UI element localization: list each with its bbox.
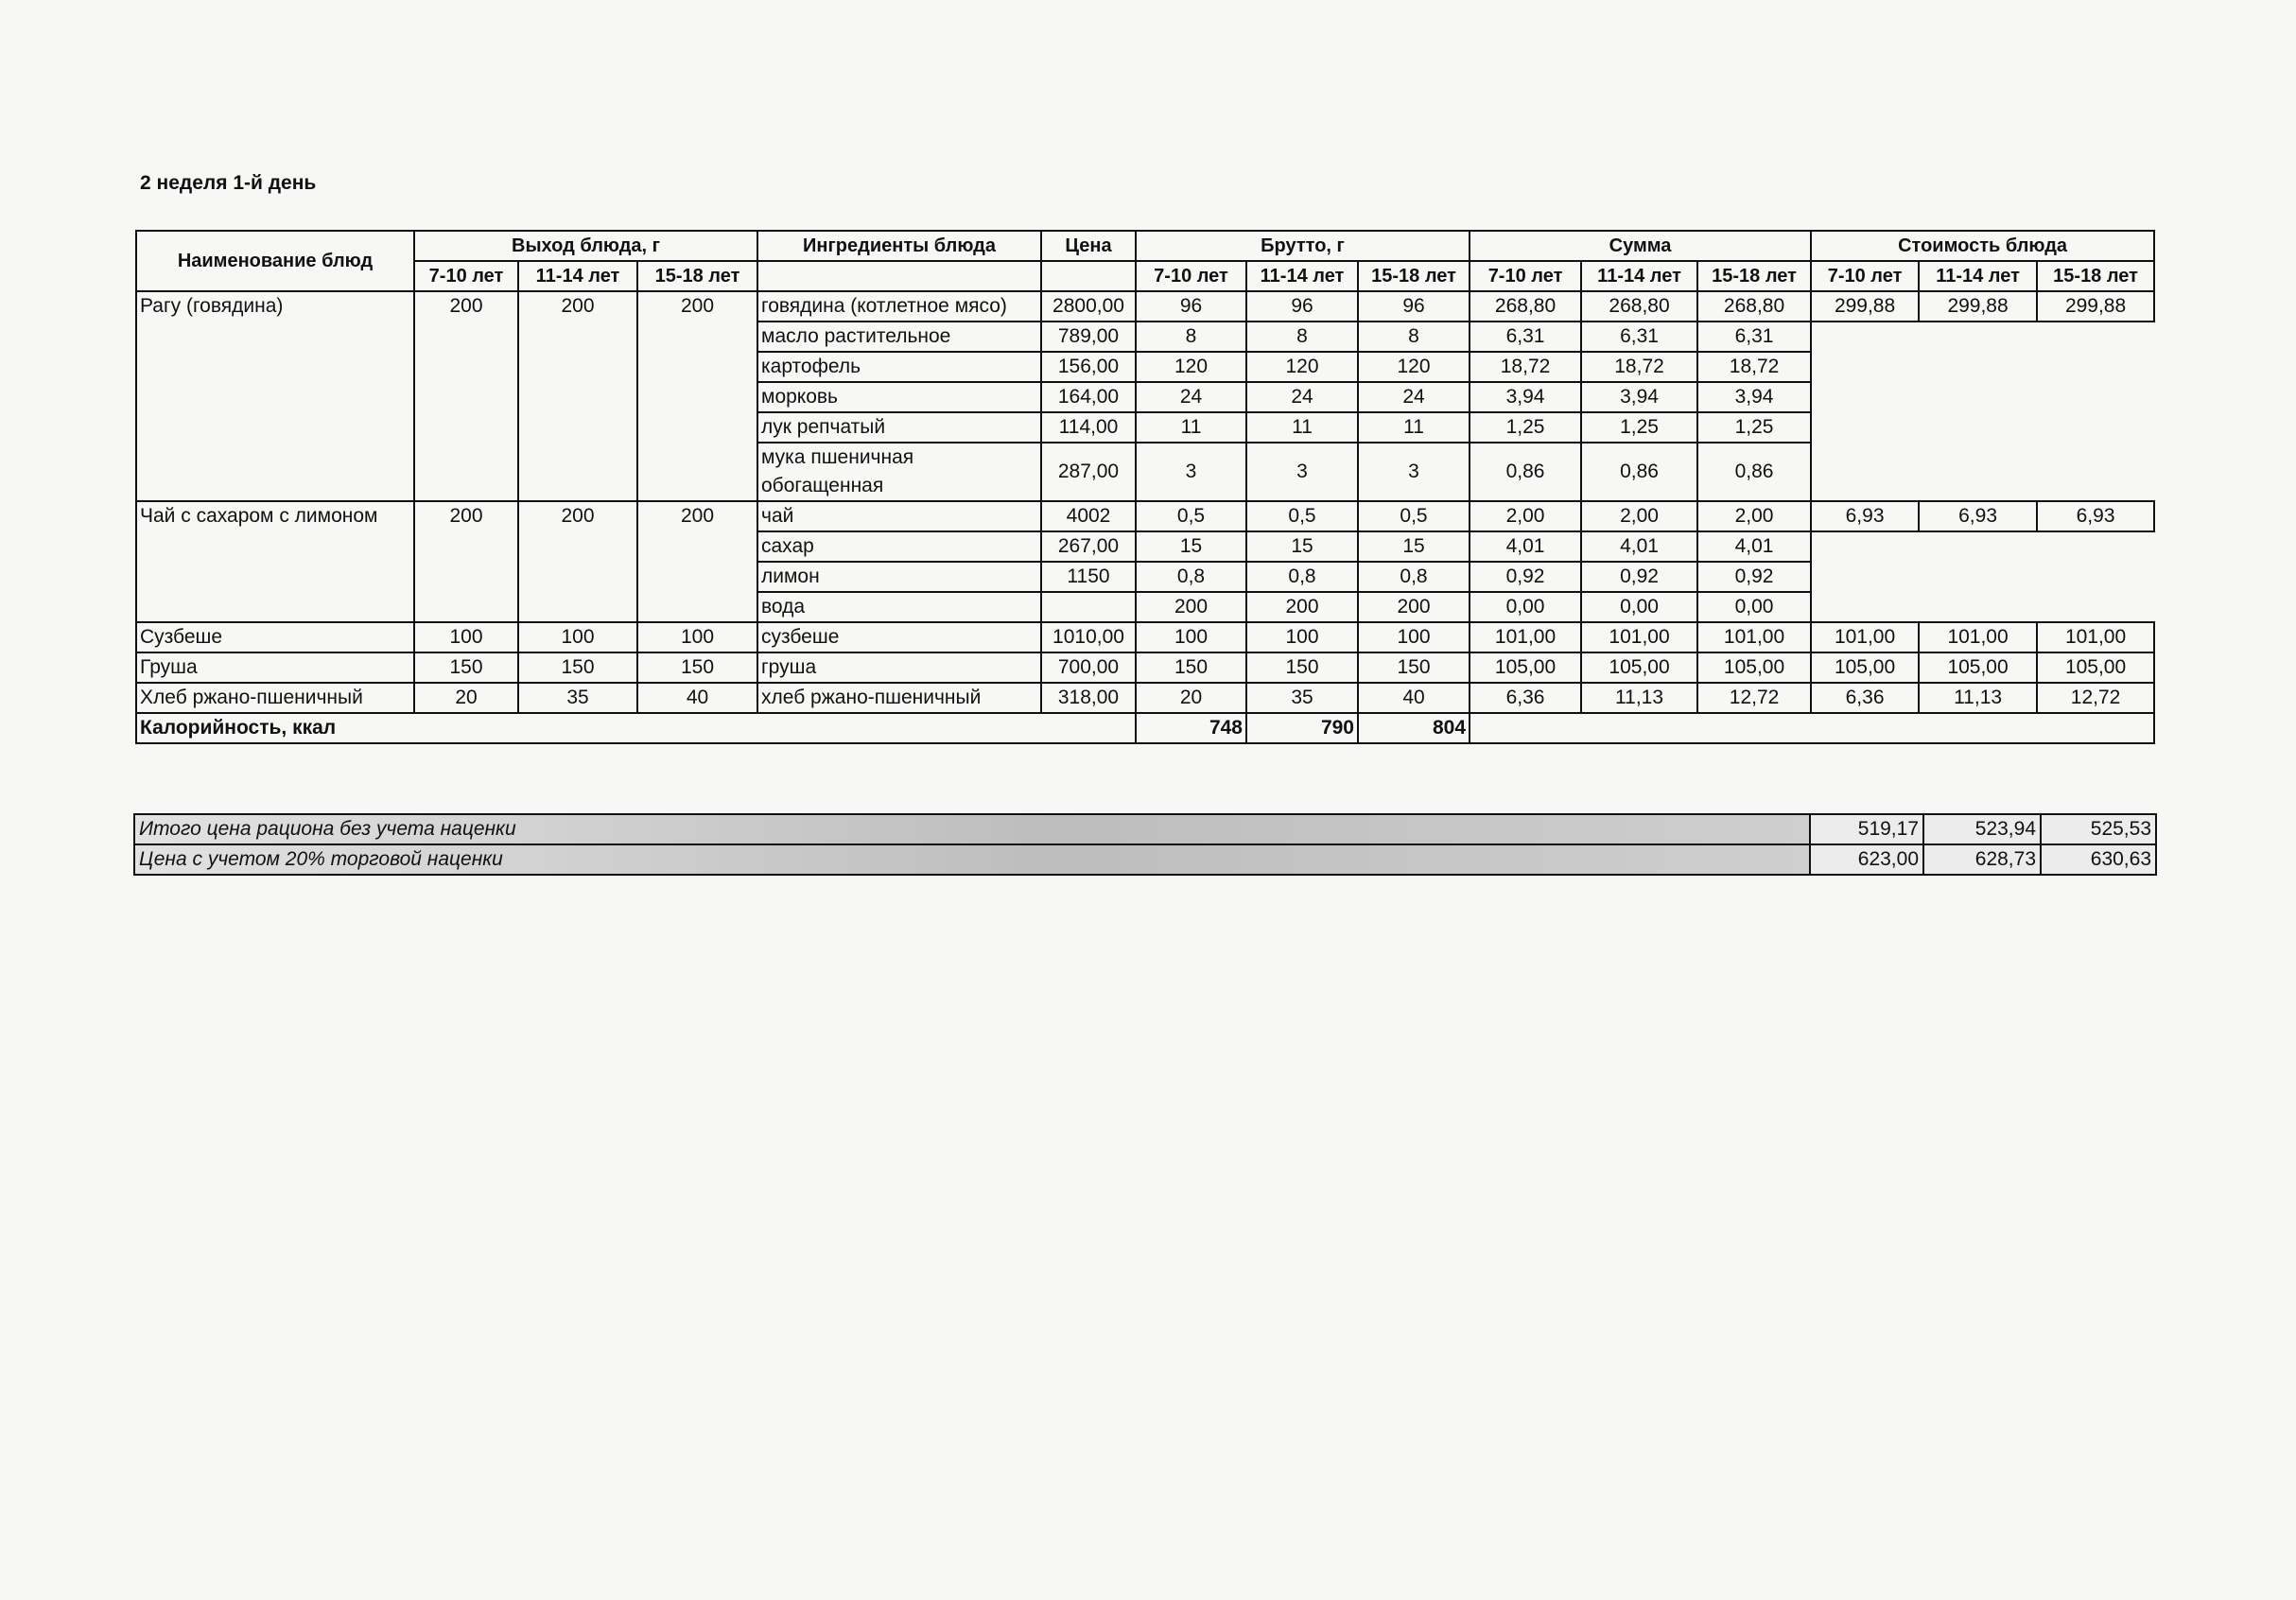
ingredient-name: масло растительное [757,322,1041,352]
header-dish-name: Наименование блюд [136,231,414,291]
dish-cost-blank [1811,322,2154,501]
ingredient-sum: 0,92 [1470,562,1581,592]
dish-cost-blank [1811,531,2154,622]
ingredient-gross: 20 [1136,683,1246,713]
ingredient-gross: 35 [1246,683,1358,713]
dish-yield: 150 [414,652,518,683]
header-sum-age: 11-14 лет [1581,261,1697,291]
dish-yield: 200 [414,291,518,501]
ingredient-gross: 8 [1358,322,1470,352]
ingredient-sum: 18,72 [1697,352,1811,382]
total-markup-value: 630,63 [2041,844,2156,875]
dish-yield: 40 [637,683,757,713]
ingredient-sum: 0,86 [1697,443,1811,501]
ingredient-price: 789,00 [1041,322,1136,352]
ingredient-gross: 96 [1136,291,1246,322]
ingredient-sum: 0,92 [1697,562,1811,592]
ingredient-gross: 0,8 [1136,562,1246,592]
total-row [134,814,2156,844]
header-ingredients: Ингредиенты блюда [757,231,1041,261]
ingredient-sum: 0,00 [1697,592,1811,622]
ingredient-name: сузбеше [757,622,1041,652]
ingredient-sum: 4,01 [1697,531,1811,562]
ingredient-sum: 2,00 [1470,501,1581,531]
calories-blank [1470,713,2154,743]
dish-cost: 299,88 [1811,291,1919,322]
header-cost-age: 7-10 лет [1811,261,1919,291]
ingredient-gross: 200 [1136,592,1246,622]
ingredient-gross: 0,5 [1246,501,1358,531]
header-gross-age: 7-10 лет [1136,261,1246,291]
ingredient-sum: 0,00 [1470,592,1581,622]
page-title: 2 неделя 1-й день [140,172,317,194]
ingredient-name: лимон [757,562,1041,592]
dish-yield: 200 [518,501,637,622]
ingredient-name: мука пшеничная обогащенная [757,443,1041,501]
ingredient-sum: 4,01 [1581,531,1697,562]
ingredient-gross: 120 [1358,352,1470,382]
dish-yield: 20 [414,683,518,713]
total-markup-row [134,844,2156,875]
ingredient-gross: 40 [1358,683,1470,713]
dish-yield: 100 [637,622,757,652]
ingredient-sum: 0,92 [1581,562,1697,592]
ingredient-price: 1150 [1041,562,1136,592]
ingredient-price: 1010,00 [1041,622,1136,652]
dish-cost: 101,00 [1919,622,2037,652]
ingredient-sum: 105,00 [1581,652,1697,683]
header-gross-age: 11-14 лет [1246,261,1358,291]
ingredient-gross: 15 [1358,531,1470,562]
dish-yield: 35 [518,683,637,713]
ingredient-gross: 100 [1136,622,1246,652]
header-yield-age: 11-14 лет [518,261,637,291]
ingredient-price [1041,592,1136,622]
ingredient-sum: 1,25 [1581,412,1697,443]
dish-name: Чай с сахаром с лимоном [136,501,414,622]
ingredient-price: 700,00 [1041,652,1136,683]
header-cost-age: 11-14 лет [1919,261,2037,291]
menu-table [135,230,2155,744]
dish-cost: 299,88 [2037,291,2154,322]
table-row [136,683,2154,713]
calories-value: 804 [1358,713,1470,743]
total-value: 519,17 [1810,814,1923,844]
ingredient-gross: 120 [1136,352,1246,382]
ingredient-price: 114,00 [1041,412,1136,443]
ingredient-price: 156,00 [1041,352,1136,382]
dish-cost: 12,72 [2037,683,2154,713]
header-row-2 [136,261,2154,291]
totals-table [133,813,2157,876]
ingredient-sum: 101,00 [1581,622,1697,652]
ingredient-sum: 6,31 [1697,322,1811,352]
ingredient-price: 318,00 [1041,683,1136,713]
ingredient-name: морковь [757,382,1041,412]
dish-yield: 200 [414,501,518,622]
ingredient-sum: 105,00 [1697,652,1811,683]
ingredient-sum: 268,80 [1697,291,1811,322]
dish-cost: 101,00 [1811,622,1919,652]
total-markup-value: 628,73 [1923,844,2041,875]
ingredient-gross: 8 [1136,322,1246,352]
ingredient-sum: 2,00 [1697,501,1811,531]
ingredient-price: 4002 [1041,501,1136,531]
header-price: Цена [1041,231,1136,261]
ingredient-price: 164,00 [1041,382,1136,412]
menu-body [136,291,2154,713]
ingredient-price: 287,00 [1041,443,1136,501]
ingredient-gross: 150 [1358,652,1470,683]
ingredient-sum: 105,00 [1470,652,1581,683]
ingredient-sum: 101,00 [1697,622,1811,652]
dish-name: Хлеб ржано-пшеничный [136,683,414,713]
ingredient-gross: 3 [1358,443,1470,501]
ingredient-sum: 0,86 [1470,443,1581,501]
ingredient-sum: 2,00 [1581,501,1697,531]
ingredient-gross: 0,5 [1358,501,1470,531]
dish-cost: 6,93 [1919,501,2037,531]
dish-yield: 100 [414,622,518,652]
dish-yield: 200 [637,501,757,622]
table-row [136,622,2154,652]
ingredient-gross: 24 [1136,382,1246,412]
calories-value: 748 [1136,713,1246,743]
ingredient-gross: 200 [1246,592,1358,622]
ingredient-name: груша [757,652,1041,683]
ingredient-gross: 120 [1246,352,1358,382]
header-gross-age: 15-18 лет [1358,261,1470,291]
ingredient-sum: 0,00 [1581,592,1697,622]
ingredient-sum: 18,72 [1581,352,1697,382]
dish-name: Рагу (говядина) [136,291,414,501]
ingredient-name: говядина (котлетное мясо) [757,291,1041,322]
ingredient-sum: 6,36 [1470,683,1581,713]
dish-cost: 105,00 [1919,652,2037,683]
total-markup-value: 623,00 [1810,844,1923,875]
ingredient-gross: 15 [1246,531,1358,562]
ingredient-name: чай [757,501,1041,531]
ingredient-sum: 12,72 [1697,683,1811,713]
total-value: 525,53 [2041,814,2156,844]
ingredient-gross: 96 [1358,291,1470,322]
table-row [136,652,2154,683]
ingredient-gross: 3 [1246,443,1358,501]
table-row [136,501,2154,531]
ingredient-gross: 96 [1246,291,1358,322]
dish-cost: 105,00 [2037,652,2154,683]
ingredient-gross: 24 [1358,382,1470,412]
ingredient-gross: 11 [1358,412,1470,443]
ingredient-sum: 3,94 [1697,382,1811,412]
ingredient-gross: 100 [1246,622,1358,652]
ingredient-gross: 11 [1136,412,1246,443]
calories-label: Калорийность, ккал [136,713,1136,743]
ingredient-sum: 4,01 [1470,531,1581,562]
total-label: Итого цена рациона без учета наценки [134,814,1810,844]
calories-row [136,713,2154,743]
ingredient-sum: 3,94 [1581,382,1697,412]
ingredient-sum: 268,80 [1581,291,1697,322]
header-ingredients-blank [757,261,1041,291]
ingredient-gross: 0,5 [1136,501,1246,531]
ingredient-gross: 0,8 [1358,562,1470,592]
ingredient-gross: 200 [1358,592,1470,622]
ingredient-gross: 8 [1246,322,1358,352]
ingredient-sum: 3,94 [1470,382,1581,412]
header-row-1 [136,231,2154,261]
header-gross: Брутто, г [1136,231,1470,261]
ingredient-gross: 11 [1246,412,1358,443]
ingredient-sum: 6,31 [1470,322,1581,352]
ingredient-name: картофель [757,352,1041,382]
header-yield-age: 15-18 лет [637,261,757,291]
dish-yield: 150 [637,652,757,683]
total-markup-label: Цена с учетом 20% торговой наценки [134,844,1810,875]
dish-yield: 150 [518,652,637,683]
table-row [136,291,2154,322]
dish-cost: 101,00 [2037,622,2154,652]
ingredient-sum: 11,13 [1581,683,1697,713]
ingredient-gross: 0,8 [1246,562,1358,592]
header-price-blank [1041,261,1136,291]
ingredient-gross: 24 [1246,382,1358,412]
ingredient-sum: 18,72 [1470,352,1581,382]
ingredient-price: 267,00 [1041,531,1136,562]
ingredient-sum: 101,00 [1470,622,1581,652]
dish-name: Сузбеше [136,622,414,652]
calories-value: 790 [1246,713,1358,743]
ingredient-name: лук репчатый [757,412,1041,443]
dish-yield: 200 [518,291,637,501]
ingredient-sum: 1,25 [1470,412,1581,443]
dish-cost: 6,36 [1811,683,1919,713]
dish-cost: 11,13 [1919,683,2037,713]
ingredient-sum: 6,31 [1581,322,1697,352]
ingredient-name: хлеб ржано-пшеничный [757,683,1041,713]
ingredient-sum: 0,86 [1581,443,1697,501]
ingredient-gross: 150 [1246,652,1358,683]
ingredient-sum: 1,25 [1697,412,1811,443]
dish-cost: 105,00 [1811,652,1919,683]
ingredient-gross: 3 [1136,443,1246,501]
header-yield-age: 7-10 лет [414,261,518,291]
ingredient-sum: 268,80 [1470,291,1581,322]
ingredient-price: 2800,00 [1041,291,1136,322]
dish-cost: 6,93 [2037,501,2154,531]
header-sum: Сумма [1470,231,1811,261]
header-cost: Стоимость блюда [1811,231,2154,261]
dish-cost: 299,88 [1919,291,2037,322]
ingredient-name: сахар [757,531,1041,562]
dish-name: Груша [136,652,414,683]
ingredient-gross: 15 [1136,531,1246,562]
dish-yield: 100 [518,622,637,652]
ingredient-name: вода [757,592,1041,622]
header-cost-age: 15-18 лет [2037,261,2154,291]
total-value: 523,94 [1923,814,2041,844]
dish-yield: 200 [637,291,757,501]
ingredient-gross: 100 [1358,622,1470,652]
header-yield: Выход блюда, г [414,231,757,261]
header-sum-age: 15-18 лет [1697,261,1811,291]
dish-cost: 6,93 [1811,501,1919,531]
header-sum-age: 7-10 лет [1470,261,1581,291]
ingredient-gross: 150 [1136,652,1246,683]
